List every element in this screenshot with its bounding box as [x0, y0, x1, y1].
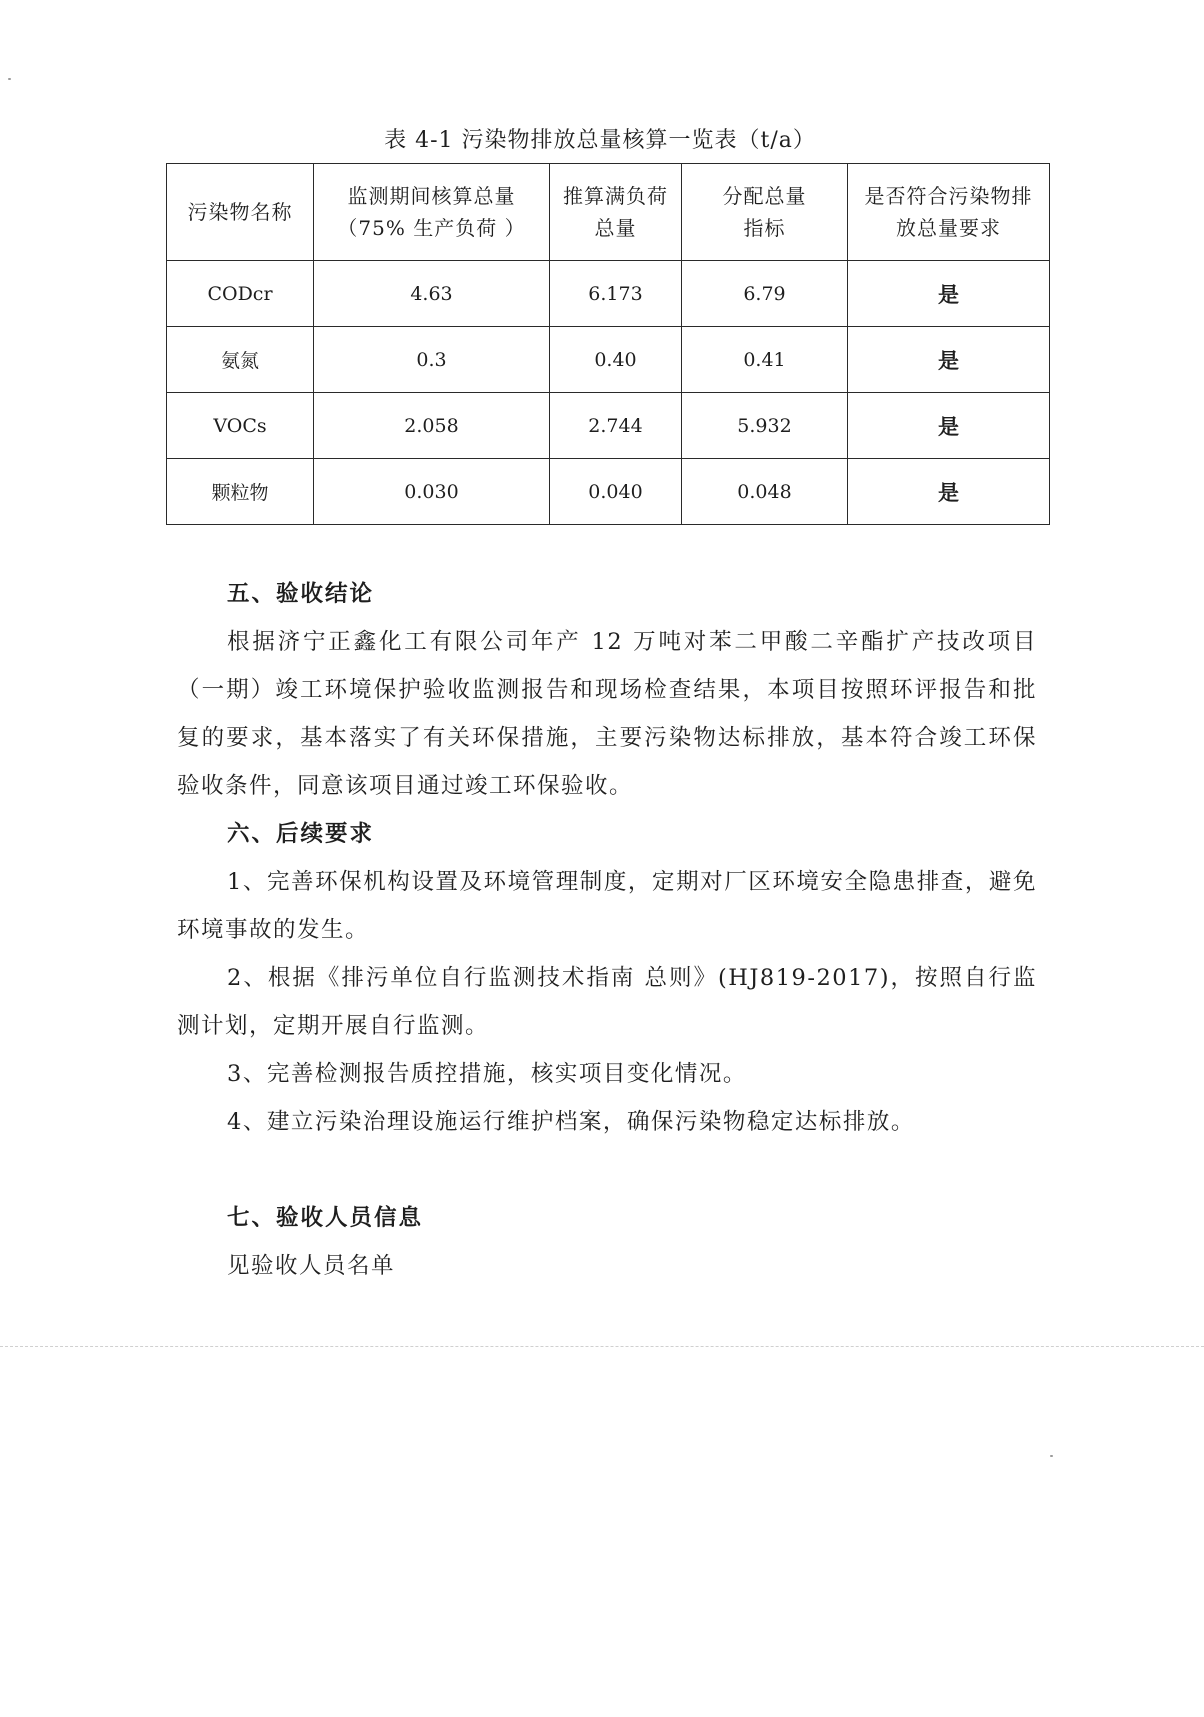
cell-monitored: 2.058	[314, 393, 550, 459]
cell-pollutant-name: VOCs	[167, 393, 314, 459]
follow-up-item: 1、完善环保机构设置及环境管理制度，定期对厂区环境安全隐患排查，避免环境事故的发生。	[177, 869, 1037, 943]
section-heading-conclusion: 五、验收结论	[227, 581, 375, 607]
conclusion-paragraph: 根据济宁正鑫化工有限公司年产 12 万吨对苯二甲酸二辛酯扩产技改项目（一期）竣工环境保护验收监测报告和现场检查结果，本项目按照环评报告和批复的要求，基本落实了有关环保措施，主要污染物达标排放，基本符合竣工环保验收条件，同意该项目通过竣工环保验收。	[177, 629, 1037, 799]
follow-up-item: 3、完善检测报告质控措施，核实项目变化情况。	[227, 1061, 747, 1087]
cell-allocated: 6.79	[682, 261, 848, 327]
table-row	[167, 393, 1050, 459]
cell-monitored: 4.63	[314, 261, 550, 327]
cell-pollutant-name: CODcr	[167, 261, 314, 327]
cell-full-load: 2.744	[550, 393, 682, 459]
header-allocated-quota: 分配总量 指标	[682, 164, 848, 261]
follow-up-item: 4、建立污染治理设施运行维护档案，确保污染物稳定达标排放。	[227, 1109, 915, 1135]
cell-compliant: 是	[848, 327, 1050, 393]
cell-full-load: 6.173	[550, 261, 682, 327]
document-body	[177, 570, 1037, 1290]
cell-full-load: 0.040	[550, 459, 682, 525]
follow-up-item: 2、根据《排污单位自行监测技术指南 总则》(HJ819-2017)，按照自行监测计划，定期开展自行监测。	[177, 965, 1037, 1039]
cell-monitored: 0.030	[314, 459, 550, 525]
table-caption: 表 4-1 污染物排放总量核算一览表（t/a）	[384, 128, 816, 153]
cell-pollutant-name: 颗粒物	[167, 459, 314, 525]
cell-compliant: 是	[848, 459, 1050, 525]
cell-allocated: 0.41	[682, 327, 848, 393]
header-compliance: 是否符合污染物排 放总量要求	[848, 164, 1050, 261]
scan-speck	[8, 78, 11, 80]
cell-full-load: 0.40	[550, 327, 682, 393]
table-header-row	[167, 164, 1050, 261]
spacer	[177, 1146, 1037, 1194]
scan-speck	[1050, 1455, 1053, 1457]
scan-artifact-line	[0, 1346, 1204, 1347]
table-row	[167, 459, 1050, 525]
cell-allocated: 0.048	[682, 459, 848, 525]
cell-allocated: 5.932	[682, 393, 848, 459]
cell-compliant: 是	[848, 393, 1050, 459]
section-heading-personnel: 七、验收人员信息	[227, 1205, 424, 1231]
cell-compliant: 是	[848, 261, 1050, 327]
table-row	[167, 327, 1050, 393]
pollutant-summary-table	[166, 163, 1050, 525]
section-heading-follow-up: 六、后续要求	[227, 821, 375, 847]
personnel-paragraph: 见验收人员名单	[227, 1253, 396, 1279]
table-row	[167, 261, 1050, 327]
header-monitored-total: 监测期间核算总量 （75% 生产负荷 ）	[314, 164, 550, 261]
header-full-load-total: 推算满负荷 总量	[550, 164, 682, 261]
cell-monitored: 0.3	[314, 327, 550, 393]
header-pollutant-name: 污染物名称	[167, 164, 314, 261]
cell-pollutant-name: 氨氮	[167, 327, 314, 393]
